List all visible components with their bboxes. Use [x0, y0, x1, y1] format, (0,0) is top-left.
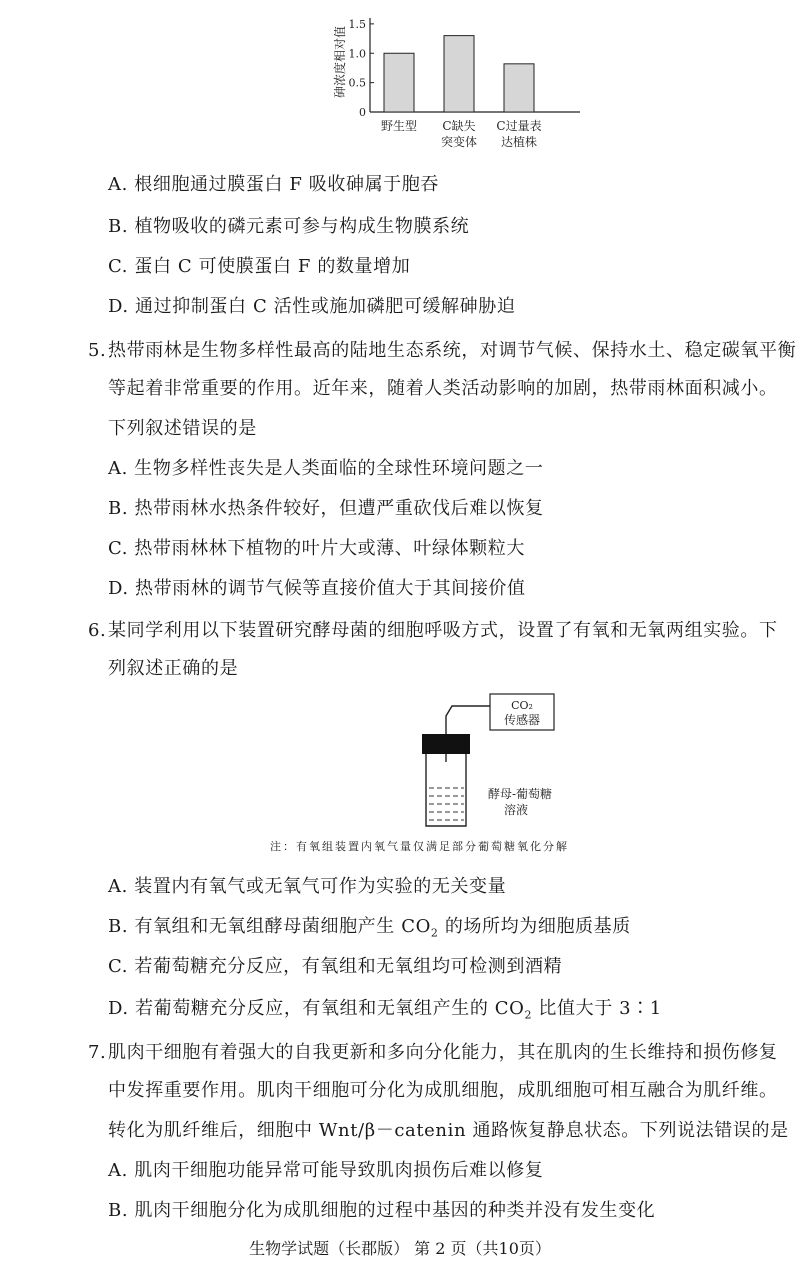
page-footer: 生物学试题（长郡版） 第 2 页（共10页）	[249, 1239, 551, 1258]
y-tick-label: 0	[359, 106, 366, 119]
sensor-tube	[446, 706, 490, 734]
q6-option-c: C. 若葡萄糖充分反应，有氧组和无氧组均可检测到酒精	[108, 956, 563, 977]
q6-option-b: B. 有氧组和无氧组酵母菌细胞产生 $CO_2$ 的场所均为细胞质基质	[108, 916, 631, 940]
bar	[384, 53, 414, 112]
yeast-respiration-apparatus-diagram	[400, 690, 630, 835]
q7-option-a: A. 肌肉干细胞功能异常可能导致肌肉损伤后难以修复	[108, 1160, 544, 1181]
y-tick-label: 1.5	[348, 17, 366, 31]
q5-stem-line-3: 下列叙述错误的是	[108, 418, 257, 439]
q6-stem-line-2: 列叙述正确的是	[108, 658, 239, 679]
q7-stem-line-2: 中发挥重要作用。肌肉干细胞可分化为成肌细胞，成肌细胞可相互融合为肌纤维。	[108, 1080, 778, 1101]
q4-option-d: D. 通过抑制蛋白 C 活性或施加磷肥可缓解砷胁迫	[108, 296, 516, 317]
stopper	[422, 734, 470, 754]
bar	[444, 36, 474, 112]
q7-stem-line-3: 转化为肌纤维后，细胞中 Wnt/β－catenin 通路恢复静息状态。下列说法错误的是	[108, 1120, 789, 1141]
y-tick-label: 0.5	[348, 76, 366, 90]
q5-number: 5.	[88, 340, 107, 361]
q6-option-d: D. 若葡萄糖充分反应，有氧组和无氧组产生的 $CO_2$ 比值大于 3∶1	[108, 998, 662, 1022]
y-tick-label: 1.0	[348, 47, 366, 61]
x-category-label: C过量表	[496, 119, 542, 133]
q5-stem-line-1: 热带雨林是生物多样性最高的陆地生态系统，对调节气候、保持水土、稳定碳氧平衡	[108, 340, 797, 361]
q4-option-b: B. 植物吸收的磷元素可参与构成生物膜系统	[108, 216, 470, 237]
arsenic-bar-chart	[330, 0, 600, 165]
q7-number: 7.	[88, 1042, 107, 1063]
q6-diagram-note: 注：有氧组装置内氧气量仅满足部分葡萄糖氧化分解	[270, 840, 569, 853]
x-category-label: C缺失	[442, 119, 476, 133]
q5-option-c: C. 热带雨林林下植物的叶片大或薄、叶绿体颗粒大	[108, 538, 525, 559]
flask	[426, 754, 466, 826]
q7-stem-line-1: 肌肉干细胞有着强大的自我更新和多向分化能力，其在肌肉的生长维持和损伤修复	[108, 1042, 778, 1063]
co2-sensor-label-line2: 传感器	[503, 713, 541, 727]
q5-option-d: D. 热带雨林的调节气候等直接价值大于其间接价值	[108, 578, 526, 599]
co2-sensor-label-line1: CO₂	[511, 699, 533, 712]
q5-option-a: A. 生物多样性丧失是人类面临的全球性环境问题之一	[108, 458, 544, 479]
q4-option-c: C. 蛋白 C 可使膜蛋白 F 的数量增加	[108, 256, 411, 277]
solution-dashes	[429, 788, 464, 820]
q7-option-b: B. 肌肉干细胞分化为成肌细胞的过程中基因的种类并没有发生变化	[108, 1200, 656, 1221]
q6-option-a: A. 装置内有氧气或无氧气可作为实验的无关变量	[108, 876, 507, 897]
q5-stem-line-2: 等起着非常重要的作用。近年来，随着人类活动影响的加剧，热带雨林面积减小。	[108, 378, 778, 399]
q6-stem-line-1: 某同学利用以下装置研究酵母菌的细胞呼吸方式，设置了有氧和无氧两组实验。下	[108, 620, 778, 641]
q5-option-b: B. 热带雨林水热条件较好，但遭严重砍伐后难以恢复	[108, 498, 544, 519]
solution-label-line1: 酵母-葡萄糖	[488, 787, 553, 801]
q4-option-a: A. 根细胞通过膜蛋白 F 吸收砷属于胞吞	[108, 174, 439, 195]
solution-label-line2: 溶液	[504, 803, 529, 817]
x-category-label: 突变体	[440, 135, 478, 149]
q6-number: 6.	[88, 620, 107, 641]
bar	[504, 64, 534, 112]
x-category-label: 达植株	[500, 135, 538, 149]
x-category-label: 野生型	[380, 119, 418, 133]
chart-y-axis-label: 砷浓度相对值	[333, 25, 347, 99]
